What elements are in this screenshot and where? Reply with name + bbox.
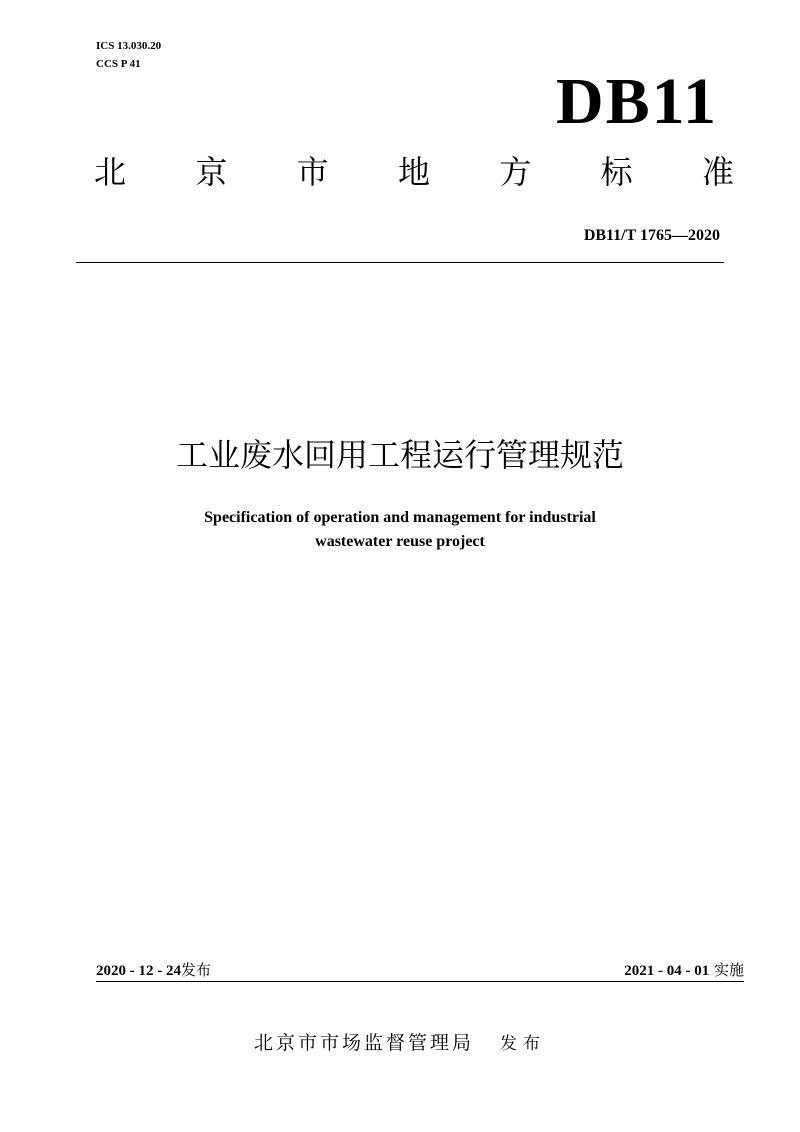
ics-code: ICS 13.030.20 (96, 40, 162, 52)
english-title-line: wastewater reuse project (315, 533, 485, 550)
standard-type-char: 京 (195, 153, 228, 191)
document-title-english (120, 506, 680, 554)
standard-type-char: 地 (397, 153, 430, 191)
implement-date-block (624, 960, 744, 981)
standard-type-char: 方 (499, 153, 532, 191)
issuer-line (0, 1030, 800, 1057)
english-title-line: Specification of operation and management for industrial (204, 509, 596, 526)
standard-type-heading (94, 152, 734, 192)
publish-date: 2020 - 12 - 24 (96, 963, 181, 979)
issuer-name: 北京市市场监督管理局 (253, 1032, 474, 1054)
db11-logo: DB11 (555, 65, 718, 138)
implement-label: 实施 (713, 961, 744, 979)
standard-number: DB11/T 1765—2020 (583, 227, 720, 244)
document-title-chinese: 工业废水回用工程运行管理规范 (175, 436, 624, 474)
date-divider (96, 981, 744, 982)
ccs-code: CCS P 41 (96, 58, 141, 70)
standard-type-char: 市 (296, 153, 329, 191)
header-divider (76, 262, 724, 263)
publish-label: 发布 (181, 961, 212, 979)
date-row (96, 960, 744, 980)
issuer-action: 发布 (500, 1034, 546, 1054)
implement-date: 2021 - 04 - 01 (624, 963, 710, 979)
standard-type-char: 标 (600, 153, 633, 191)
standard-type-char: 北 (94, 153, 127, 191)
publish-date-block (96, 960, 211, 981)
standard-type-char: 准 (701, 153, 734, 191)
